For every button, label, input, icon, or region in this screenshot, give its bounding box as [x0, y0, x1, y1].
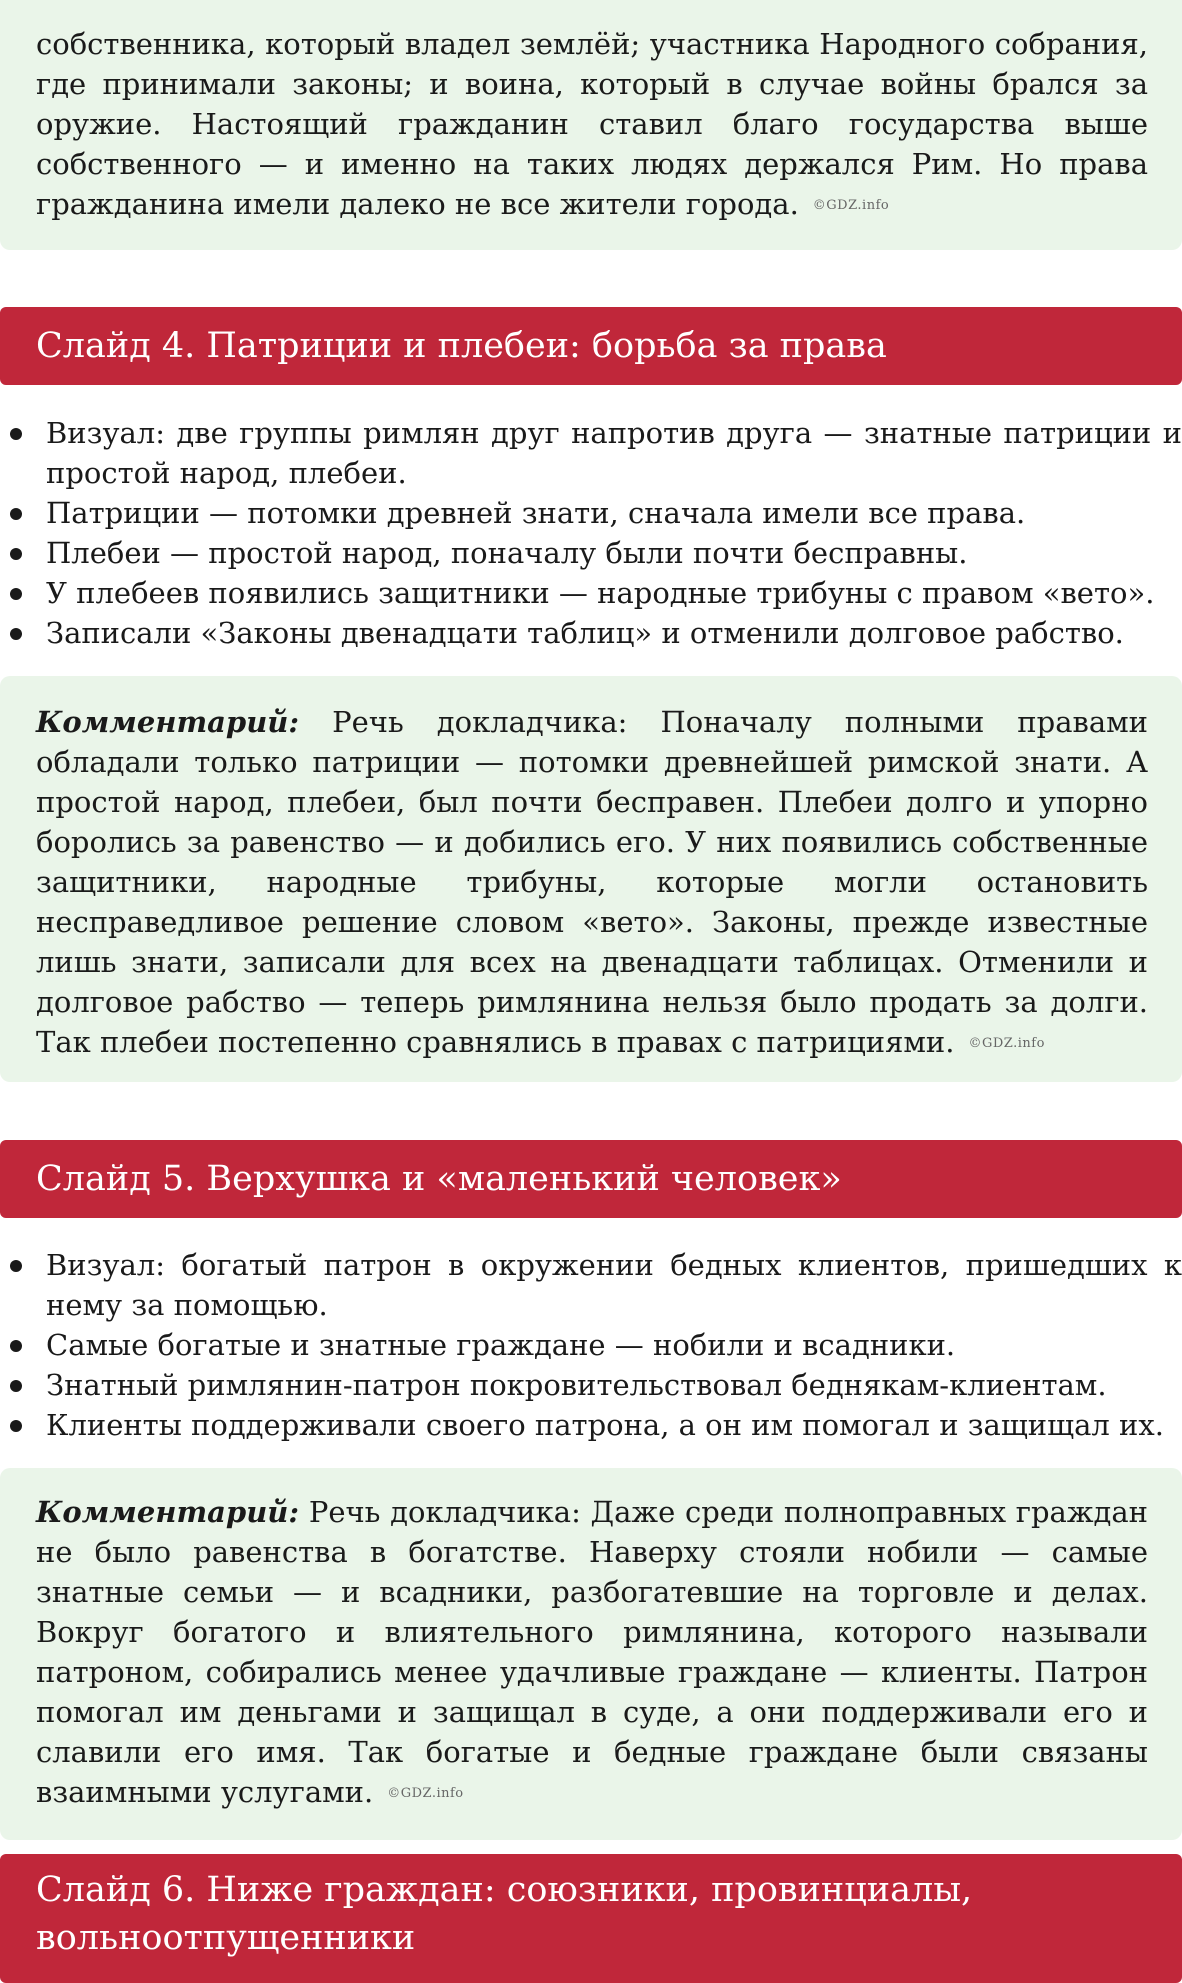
- slide-4-title: Слайд 4. Патриции и плебеи: борьба за права: [36, 326, 887, 366]
- comment-label: Комментарий:: [36, 705, 300, 739]
- slide-5-comment-box: [0, 1468, 1182, 1840]
- bullet-icon: [10, 548, 22, 560]
- watermark-mark: ©GDZ.info: [812, 198, 890, 213]
- bullet-icon: [10, 1340, 22, 1352]
- list-item: Знатный римлянин-патрон покровительствовал беднякам-клиентам.: [0, 1365, 1182, 1405]
- intro-text: собственника, который владел землёй; участника Народного собрания, где принимали законы; и воина, который в случае войны брался за оружие. Настоящий гражданин ставил благо государства выше собственного — и именно на таких людях держался Рим. Но права гражданина имели далеко не все жители города.: [36, 27, 1148, 221]
- slide-4-comment-text: Речь докладчика: Поначалу полными правами обладали только патриции — потомки древнейшей римской знати. А простой народ, плебеи, был почти бесправен. Плебеи долго и упорно боролись за равенство — и добились его. У них появились собственные защитники, народные трибуны, которые могли остановить несправедливое решение словом «вето». Законы, прежде известные лишь знати, записали для всех на двенадцати таблицах. Отменили и долговое рабство — теперь римлянина нельзя было продать за долги. Так плебеи постепенно сравнялись в правах с патрициями.: [36, 705, 1148, 1059]
- slide-4-comment-paragraph: [36, 702, 1148, 1064]
- list-item: Самые богатые и знатные граждане — нобили и всадники.: [0, 1325, 1182, 1365]
- comment-label: Комментарий:: [36, 1495, 300, 1529]
- slide-5-bullet-list: [0, 1245, 1182, 1445]
- intro-comment-box: [0, 0, 1182, 250]
- slide-6-title-bar: [0, 1854, 1182, 1983]
- slide-4-title-bar: [0, 307, 1182, 385]
- list-item: Плебеи — простой народ, поначалу были почти бесправны.: [0, 533, 1182, 573]
- list-item: Визуал: богатый патрон в окружении бедных клиентов, пришедших к нему за помощью.: [0, 1245, 1182, 1325]
- bullet-icon: [10, 508, 22, 520]
- bullet-icon: [10, 588, 22, 600]
- bullet-icon: [10, 1420, 22, 1432]
- slide-6-title: Слайд 6. Ниже граждан: союзники, провинциалы, вольноотпущенники: [36, 1870, 973, 1958]
- bullet-icon: [10, 1260, 22, 1272]
- slide-5-comment-paragraph: [36, 1492, 1148, 1814]
- slide-5-title: Слайд 5. Верхушка и «маленький человек»: [36, 1159, 842, 1199]
- watermark-mark: ©GDZ.info: [387, 1786, 464, 1801]
- list-item: Записали «Законы двенадцати таблиц» и отменили долговое рабство.: [0, 613, 1182, 653]
- slide-4-comment-box: [0, 676, 1182, 1082]
- watermark-mark: ©GDZ.info: [968, 1036, 1045, 1051]
- bullet-icon: [10, 1380, 22, 1392]
- bullet-icon: [10, 428, 22, 440]
- list-item: Клиенты поддерживали своего патрона, а он им помогал и защищал их.: [0, 1405, 1182, 1445]
- slide-5-title-bar: [0, 1140, 1182, 1218]
- list-item: Патриции — потомки древней знати, сначала имели все права.: [0, 493, 1182, 533]
- list-item: Визуал: две группы римлян друг напротив друга — знатные патриции и простой народ, плебеи.: [0, 413, 1182, 493]
- slide-4-bullet-list: [0, 413, 1182, 653]
- bullet-icon: [10, 628, 22, 640]
- list-item: У плебеев появились защитники — народные трибуны с правом «вето».: [0, 573, 1182, 613]
- slide-5-comment-text: Речь докладчика: Даже среди полноправных граждан не было равенства в богатстве. Наверху стояли нобили — самые знатные семьи — и всадники, разбогатевшие на торговле и делах. Вокруг богатого и влиятельного римлянина, которого называли патроном, собирались менее удачливые граждане — клиенты. Патрон помогал им деньгами и защищал в суде, а они поддерживали его и славили его имя. Так богатые и бедные граждане были связаны взаимными услугами.: [36, 1495, 1148, 1809]
- intro-paragraph: [36, 24, 1148, 226]
